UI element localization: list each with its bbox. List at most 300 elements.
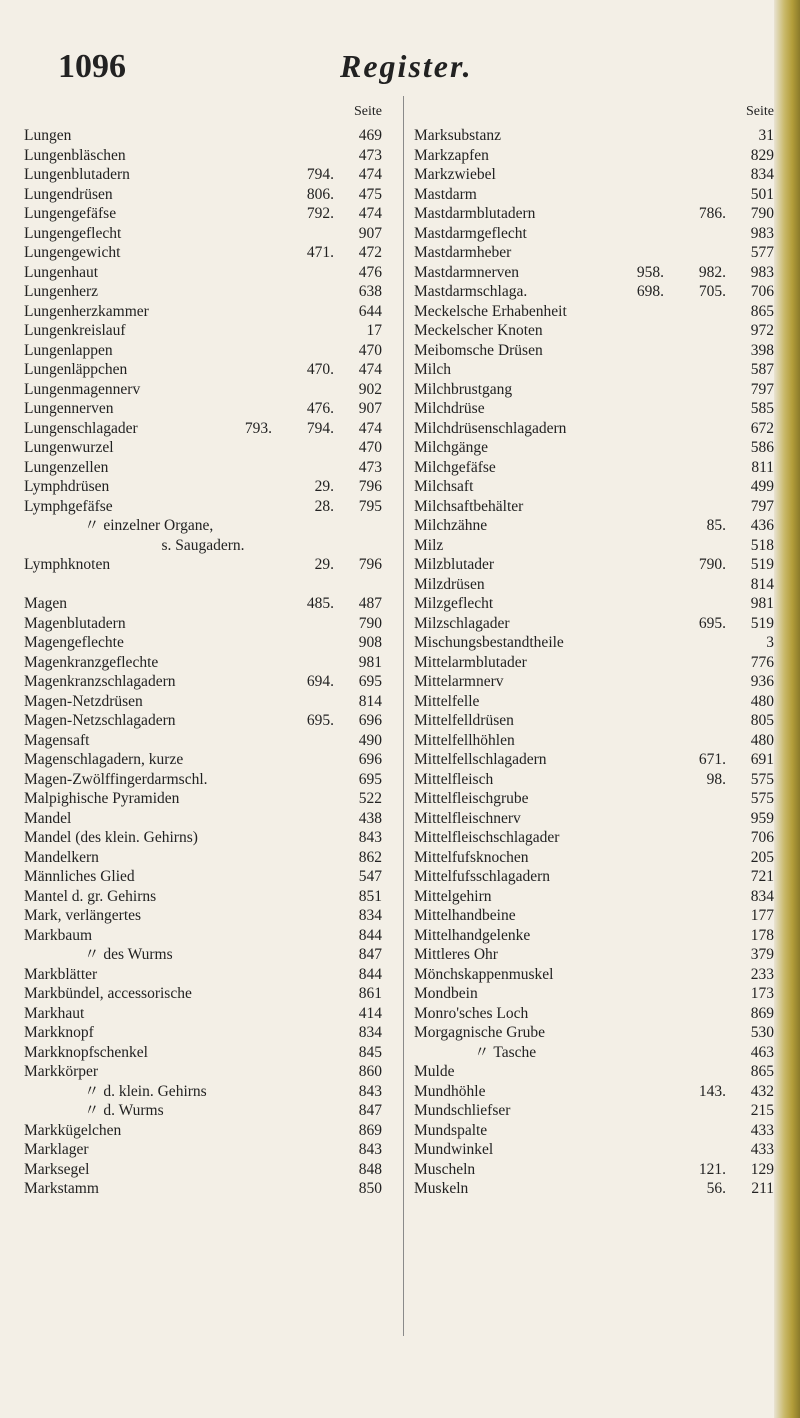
index-entry [414,1101,774,1121]
entry-page-number: 143. [698,1082,726,1100]
entry-term: Mittelfelle [414,692,480,710]
entry-term: Magen-Zwölffingerdarmschl. [24,770,208,788]
index-entry [414,984,774,1004]
entry-page-number: 786. [698,205,726,222]
entry-term: Männliches Glied [24,868,135,885]
entry-term: Lungennerven [24,400,114,417]
index-entry [414,146,774,166]
entry-page-number: 972 [750,322,774,339]
entry-page-number: 31 [758,127,774,144]
entry-term: Mittelfleischschlagader [414,829,560,846]
index-entry [24,984,382,1004]
entry-page-number: 470 [358,439,382,456]
entry-page-number: 121. [698,1160,726,1178]
index-entry [24,321,382,341]
seite-label: Seite [746,104,774,119]
index-entry [414,828,774,848]
entry-page-number: 56. [706,1180,726,1197]
index-entry [414,594,774,614]
entry-term: Mundspalte [414,1121,488,1139]
entry-page-number: 843 [358,1141,382,1158]
entry-page-number: 433 [750,1121,774,1139]
index-entry [24,555,382,575]
index-entry [414,848,774,868]
entry-page-number: 907 [358,224,382,242]
index-entry [24,770,382,790]
index-entry [414,126,774,146]
entry-term: Lungenherz [24,283,99,300]
entry-page-number: 811 [751,458,774,476]
entry-term: Markknopfschenkel [24,1043,148,1061]
entry-term: Magen-Netzschlagadern [24,712,176,729]
index-entry [24,1043,382,1063]
entry-page-number: 695 [358,673,382,690]
entry-page-number: 438 [358,809,382,827]
entry-page-number: 695. [306,712,334,729]
index-entry [24,204,382,224]
entry-term: Milzdrüsen [414,575,485,593]
entry-term: Meckelsche Erhabenheit [414,302,567,320]
entry-page-number: 834 [750,166,774,183]
index-entry [414,965,774,985]
index-entry [24,809,382,829]
entry-term: Lungenläppchen [24,361,128,378]
entry-term: Lungenhaut [24,263,99,281]
entry-page-number: 547 [358,868,382,885]
entry-page-number: 215 [750,1102,774,1119]
entry-page-number: 501 [750,185,774,203]
left-column-header [24,104,382,126]
entry-page-number: 470. [306,361,334,378]
index-entry [24,575,382,595]
index-entry [24,146,382,166]
entry-page-number: 480 [750,692,774,710]
entry-page-number: 847 [358,1102,382,1119]
entry-term: Lungenwurzel [24,439,114,456]
index-entry [24,1023,382,1043]
index-entry [24,165,382,185]
index-entry [414,692,774,712]
entry-page-number: 790. [698,556,726,573]
entry-term: Mittelhandbeine [414,907,516,924]
entry-page-number: 705. [698,283,726,300]
entry-term: Lungengeflecht [24,224,122,242]
entry-page-number: 869 [750,1004,774,1022]
entry-term: Milch [414,361,452,378]
entry-page-number: 85. [706,517,726,534]
index-entry [414,1121,774,1141]
entry-term: Lungenkreislauf [24,322,126,339]
entry-term: Lymphgefäfse [24,497,113,515]
entry-page-number: 860 [358,1063,382,1080]
entry-term: Markstamm [24,1180,99,1197]
entry-term: Mittelfufsschlagadern [414,868,551,885]
index-entry [24,614,382,634]
entry-page-number: 476. [306,400,334,417]
entry-term: Mischungsbestandtheile [414,634,564,651]
index-entry [414,438,774,458]
entry-page-number: 908 [358,634,382,651]
entry-term: Lungenlappen [24,341,113,359]
index-entry [414,867,774,887]
index-entry [24,341,382,361]
entry-page-number: 691 [750,751,774,768]
entry-term: Lungengewicht [24,244,121,261]
entry-page-number: 414 [358,1004,382,1022]
entry-term: Mundschliefser [414,1102,511,1119]
entry-page-number: 672 [750,419,774,437]
index-entry [24,711,382,731]
index-entry [24,497,382,517]
index-entry [414,516,774,536]
entry-term: Lymphdrüsen [24,478,110,495]
entry-term: Mittelgehirn [414,887,492,905]
entry-page-number: 834 [750,887,774,905]
entry-page-number: 843 [358,829,382,846]
entry-page-number: 907 [358,400,382,417]
entry-page-number: 471. [306,244,334,261]
entry-page-number: 792. [306,205,334,222]
index-entry [414,633,774,653]
entry-page-number: 469 [358,127,382,144]
entry-page-number: 796 [358,556,382,573]
entry-term: Magenkranzgeflechte [24,653,159,671]
entry-term: Mondbein [414,985,478,1002]
entry-page-number: 829 [750,146,774,164]
entry-term: Muscheln [414,1160,476,1178]
entry-page-number: 485. [306,595,334,612]
entry-page-number: 795 [358,497,382,515]
entry-term: Mittelfellschlagadern [414,751,547,768]
entry-page-number: 796 [358,478,382,495]
index-entry [414,906,774,926]
index-entry [24,1179,382,1199]
index-entry [24,399,382,419]
entry-term: Magensaft [24,731,90,749]
entry-page-number: 473 [358,146,382,164]
entry-page-number: 862 [358,848,382,866]
entry-term: Marksubstanz [414,127,501,144]
index-entry [24,731,382,751]
index-entry [24,1160,382,1180]
index-entry [414,263,774,283]
entry-page-number: 806. [306,185,334,203]
entry-page-number: 696 [358,751,382,768]
index-entry [24,672,382,692]
column-divider [403,96,404,1336]
entry-page-number: 814 [750,575,774,593]
index-entry [414,399,774,419]
entry-page-number: 129 [750,1160,774,1178]
index-entry [414,1004,774,1024]
entry-term: Mastdarmgeflecht [414,224,527,242]
entry-page-number: 981 [358,653,382,671]
index-entry [24,302,382,322]
entry-term: Mittelfufsknochen [414,848,529,866]
entry-term: Marklager [24,1141,89,1158]
entry-page-number: 844 [358,926,382,944]
entry-page-number: 695 [358,770,382,788]
index-entry [414,789,774,809]
index-entry [24,926,382,946]
entry-term: Milchsaftbehälter [414,497,524,515]
entry-page-number: 17 [366,322,382,339]
entry-page-number: 475 [358,185,382,203]
entry-page-number: 474 [358,205,382,222]
entry-page-number: 473 [358,458,382,476]
seite-label: Seite [354,104,382,119]
entry-term: Markzapfen [414,146,489,164]
entry-page-number: 29. [314,556,334,573]
entry-term: Mandel (des klein. Gehirns) [24,829,198,846]
entry-page-number: 706 [750,829,774,846]
index-entry [414,302,774,322]
entry-page-number: 211 [751,1180,774,1197]
entry-page-number: 480 [750,731,774,749]
index-entry [24,477,382,497]
entry-term: Mark, verlängertes [24,907,142,924]
index-entry [24,536,382,556]
entry-page-number: 177 [750,907,774,924]
index-entry [24,692,382,712]
entry-term: Markkörper [24,1063,99,1080]
entry-term: Milzgeflecht [414,595,494,612]
entry-term: Milchzähne [414,517,488,534]
entry-page-number: 522 [358,790,382,807]
index-entry [24,1140,382,1160]
page-edge-shadow [774,0,800,1418]
entry-page-number: 463 [750,1043,774,1061]
entry-page-number: 577 [750,244,774,261]
entry-term: Mastdarmheber [414,244,512,261]
entry-page-number: 490 [358,731,382,749]
right-index-column [414,104,774,1199]
entry-term: Magen [24,595,68,612]
entry-page-number: 587 [750,361,774,378]
entry-page-number: 586 [750,439,774,456]
entry-term: Magenkranzschlagadern [24,673,176,690]
entry-page-number: 436 [750,517,774,534]
entry-page-number: 834 [358,1024,382,1041]
entry-page-number: 794. [306,166,334,183]
entry-page-number: 865 [750,1063,774,1080]
entry-term: Milzschlagader [414,614,510,632]
entry-term: Mandelkern [24,848,99,866]
entry-term: Lymphknoten [24,556,111,573]
index-entry [24,1004,382,1024]
index-entry [24,438,382,458]
entry-term: Markkügelchen [24,1121,122,1139]
index-entry [24,458,382,478]
index-entry [414,1179,774,1199]
entry-term: Mundwinkel [414,1141,494,1158]
index-entry [24,380,382,400]
index-entry [414,477,774,497]
index-entry [24,263,382,283]
index-entry [414,341,774,361]
entry-page-number: 98. [706,770,726,788]
index-entry [24,750,382,770]
entry-term: Markzwiebel [414,166,496,183]
entry-page-number: 519 [750,556,774,573]
page-header [0,48,800,88]
entry-page-number: 575 [750,770,774,788]
entry-page-number: 936 [750,673,774,690]
entry-term: Lungenschlagader [24,419,138,437]
index-entry [24,633,382,653]
entry-term: Mittelfleischgrube [414,790,529,807]
index-entry [414,497,774,517]
index-entry [414,1023,774,1043]
entry-page-number: 797 [750,380,774,398]
entry-term: Monro'sches Loch [414,1004,529,1022]
entry-term: Malpighische Pyramiden [24,790,180,807]
index-entry [24,1082,382,1102]
index-entry [24,1101,382,1121]
entry-page-number: 698. [636,283,664,300]
index-entry [414,536,774,556]
index-entry [24,594,382,614]
entry-term: Lungenbläschen [24,146,126,164]
entry-page-number: 575 [750,790,774,807]
index-entry [24,906,382,926]
entry-term: Lungendrüsen [24,185,113,203]
index-entry [414,1062,774,1082]
entry-term: Mantel d. gr. Gehirns [24,887,157,905]
entry-term: 〃 Tasche [474,1043,537,1061]
index-entry [414,419,774,439]
entry-page-number: 721 [750,868,774,885]
page-number: 1096 [58,48,126,85]
entry-term: Lungen [24,127,72,144]
index-entry [24,867,382,887]
index-entry [414,1160,774,1180]
entry-page-number: 398 [750,341,774,359]
entry-page-number: 851 [358,887,382,905]
entry-page-number: 865 [750,302,774,320]
index-entry [414,614,774,634]
left-index-column [24,104,382,1199]
entry-page-number: 959 [750,809,774,827]
index-entry [414,809,774,829]
index-entry [414,750,774,770]
index-entry [24,887,382,907]
index-entry [414,165,774,185]
index-entry [24,965,382,985]
entry-term: Markknopf [24,1024,94,1041]
entry-page-number: 982. [698,263,726,281]
index-entry [24,848,382,868]
index-entry [414,770,774,790]
entry-term: Lungenherzkammer [24,302,149,320]
index-entry [24,945,382,965]
entry-term: Mittelfleischnerv [414,809,521,827]
entry-page-number: 902 [358,380,382,398]
index-entry [414,672,774,692]
index-entry [24,419,382,439]
entry-term: Milchbrustgang [414,380,513,398]
entry-page-number: 518 [750,536,774,554]
entry-term: Milchgefäfse [414,458,496,476]
index-entry [414,1082,774,1102]
index-entry [414,887,774,907]
entry-term: Lungenmagennerv [24,380,141,398]
index-entry [414,1043,774,1063]
entry-term: Mittelarmblutader [414,653,527,671]
index-entry [24,1121,382,1141]
entry-term: Markbündel, accessorische [24,985,192,1002]
entry-page-number: 472 [358,244,382,261]
entry-page-number: 173 [750,985,774,1002]
entry-term: 〃 d. Wurms [84,1102,164,1119]
entry-term: Mulde [414,1063,455,1080]
index-entry [414,711,774,731]
index-entry [24,1062,382,1082]
entry-page-number: 845 [358,1043,382,1061]
entry-page-number: 638 [358,283,382,300]
entry-page-number: 3 [766,634,774,651]
index-entry [24,282,382,302]
entry-term: Markbaum [24,926,93,944]
entry-page-number: 790 [358,614,382,632]
index-entry [414,204,774,224]
index-entry [414,458,774,478]
entry-page-number: 233 [750,965,774,983]
entry-page-number: 476 [358,263,382,281]
index-entry [414,653,774,673]
entry-term: Mittelhandgelenke [414,926,531,944]
entry-page-number: 530 [750,1024,774,1041]
index-entry [24,516,382,536]
index-entry [414,321,774,341]
index-entry [24,126,382,146]
entry-page-number: 958. [636,263,664,281]
running-title: Register. [340,48,473,84]
entry-page-number: 847 [358,946,382,963]
index-entry [414,1140,774,1160]
index-entry [414,731,774,751]
entry-page-number: 797 [750,497,774,515]
entry-term: 〃 einzelner Organe, [84,517,214,534]
entry-term: 〃 d. klein. Gehirns [84,1082,207,1100]
entry-page-number: 983 [750,263,774,281]
index-entry [414,380,774,400]
entry-page-number: 474 [358,166,382,183]
index-entry [414,555,774,575]
entry-page-number: 474 [358,361,382,378]
entry-page-number: 861 [358,985,382,1002]
entry-page-number: 433 [750,1141,774,1158]
entry-page-number: 28. [314,497,334,515]
entry-page-number: 794. [306,419,334,437]
entry-term: Lungenzellen [24,458,109,476]
entry-page-number: 790 [750,205,774,222]
entry-term: Milchdrüse [414,400,485,417]
entry-term: Milz [414,536,444,554]
entry-page-number: 706 [750,283,774,300]
entry-term: 〃 des Wurms [84,946,173,963]
entry-term: Marksegel [24,1160,90,1178]
entry-term: Mastdarmnerven [414,263,520,281]
entry-page-number: 844 [358,965,382,983]
entry-term: s. Saugadern. [161,536,245,554]
entry-page-number: 432 [750,1082,774,1100]
entry-term: Morgagnische Grube [414,1024,546,1041]
index-entry [414,360,774,380]
index-entry [414,926,774,946]
entry-term: Milchgänge [414,439,489,456]
entry-page-number: 644 [358,302,382,320]
